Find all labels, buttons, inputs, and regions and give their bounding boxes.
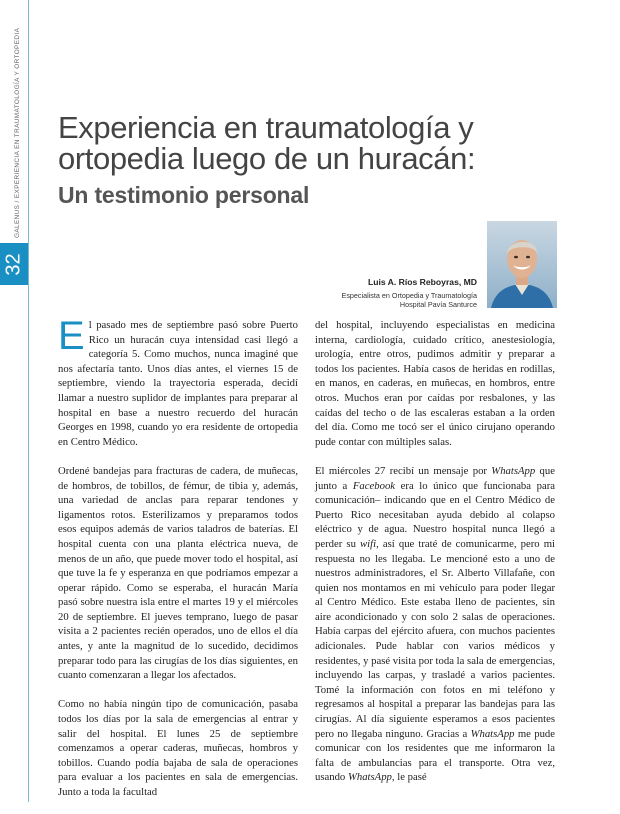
term-wifi: wifi xyxy=(360,537,377,550)
article-title: Experiencia en traumatología y ortopedia luego de un huracán: xyxy=(58,110,476,176)
paragraph-text: El miércoles 27 recibí un mensaje por xyxy=(315,464,492,477)
author-portrait-image xyxy=(487,221,557,308)
brand-name-whatsapp: WhatsApp xyxy=(470,727,515,740)
brand-name-whatsapp: WhatsApp xyxy=(347,771,392,784)
paragraph-text: , así que traté de comunicarme, pero mi respuesta no les llegaba. Le mencioné esto a uno de nuestros administradores, el Sr. Alberto Villafañe, con quien nos montamos en mi vehículo para poder llegar al Centro Médico. Este estaba lleno de pacientes, sin aire acondicionado y con solo 2 salas de operaciones. Había carpas del ejército afuera, con muchos pacientes adicionales. Pude hablar con varios médicos y residentes, y pasé visita por toda la sala de emergencias, incluyendo las carpas, y trasladé a varios pacientes. Tomé la información con fotos en mi teléfono y regresamos al hospital a preparar las bandejas para las cirugías. Al día siguiente esperamos a esos pacientes pero no llegaba ninguno. Gracias a xyxy=(315,537,556,740)
body-paragraph: Como no había ningún tipo de comunicación, pasaba todos los días por la sala de emergencias al entrar y salir del hospital. El lunes 25 de septiembre comenzamos a operar caderas, muñecas, hombros y tobillos. Cuando podía bajaba de sala de operaciones para evaluar a los pacientes en sala de emergencias. Junto a toda la facultad xyxy=(58,698,298,798)
author-credential: Especialista en Ortopedia y Traumatología xyxy=(341,291,477,300)
author-photo xyxy=(487,221,557,308)
paragraph-text: , le pasé xyxy=(391,771,427,784)
brand-name-facebook: Facebook xyxy=(352,479,396,492)
brand-name-whatsapp: WhatsApp xyxy=(491,464,536,477)
body-column-left xyxy=(58,314,298,814)
body-column-right xyxy=(315,318,555,800)
paragraph-text: l pasado mes de septiembre pasó sobre Puerto Rico un huracán cuya intensidad casi llegó a categoría 5. Como muchos, nunca imaginé que nos afectaría tanto. Unos días antes, el viernes 15 de septiembre, viendo la trayectoria esperada, decidí llamar a nuestro suplidor de implantes para preparar al hospital en base a nuestro recuerdo del huracán Georges en 1998, cuando yo era residente de ortopedia en Centro Médico. xyxy=(58,319,298,448)
body-paragraph: del hospital, incluyendo especialistas en medicina interna, cardiología, cuidado crítico, anestesiología, urología, entre otros, pudimos admitir y preparar a todos los pacientes. Había casos de heridas en rodillas, en manos, en caderas, en muñecas, en hombros, entre otros. Muchos eran por caídas por resbalones, y las caídas del techo o de las escaleras estaban a la orden del día. Como me tocó ser el único cirujano operando pude contar con múltiples salas. xyxy=(315,319,555,448)
author-affiliation: Hospital Pavía Santurce xyxy=(399,300,477,309)
running-header: GALENUS / EXPERIENCIA EN TRAUMATOLOGÍA Y ORTOPEDIA xyxy=(14,27,21,238)
page-number: 32 xyxy=(2,252,25,276)
page-number-badge xyxy=(0,243,28,285)
body-paragraph xyxy=(58,314,298,449)
body-paragraph: Ordené bandejas para fracturas de cadera, de muñecas, de hombros, de tobillos, de fémur, de tibia y, además, una variedad de anclas para reparar tendones y ligamentos rotos. Esterilizamos y preparamos todos esos equipos además de varios taladros de baterías. El hospital cuenta con una planta eléctrica nueva, de menos de un año, que puede mover todo el hospital, así que tuve la fe y esperanza en que podríamos empezar a operar rápido. Como se esperaba, el huracán María pasó sobre nuestra isla entre el martes 19 y el miércoles 20 de septiembre. El jueves temprano, luego de pasar visita a 2 pacientes recién operados, uno de ellos el día antes, y ante la magnitud de lo sucedido, decidimos preparar todo para las cirugías de los días siguientes, en cuanto comenzaran a llegar los afectados. xyxy=(58,464,298,682)
body-paragraph xyxy=(315,464,555,785)
paragraph-text: me pude comunicar con los residentes que me informaron la falta de ambulancias para el transporte. Otra vez, usando xyxy=(315,727,555,784)
drop-cap: E xyxy=(58,314,85,358)
article-subtitle: Un testimonio personal xyxy=(58,182,310,208)
sidebar-rule xyxy=(28,0,29,802)
author-name: Luis A. Ríos Reboyras, MD xyxy=(367,277,477,287)
paragraph-text: que junto a xyxy=(315,464,555,492)
paragraph-text: era lo único que funcionaba para comunicación– indicando que en el Centro Médico de Puerto Rico necesitaban ayuda debido al colapso eléctrico y de agua. Nuestro hospital nunca llegó a perder su xyxy=(315,479,556,550)
